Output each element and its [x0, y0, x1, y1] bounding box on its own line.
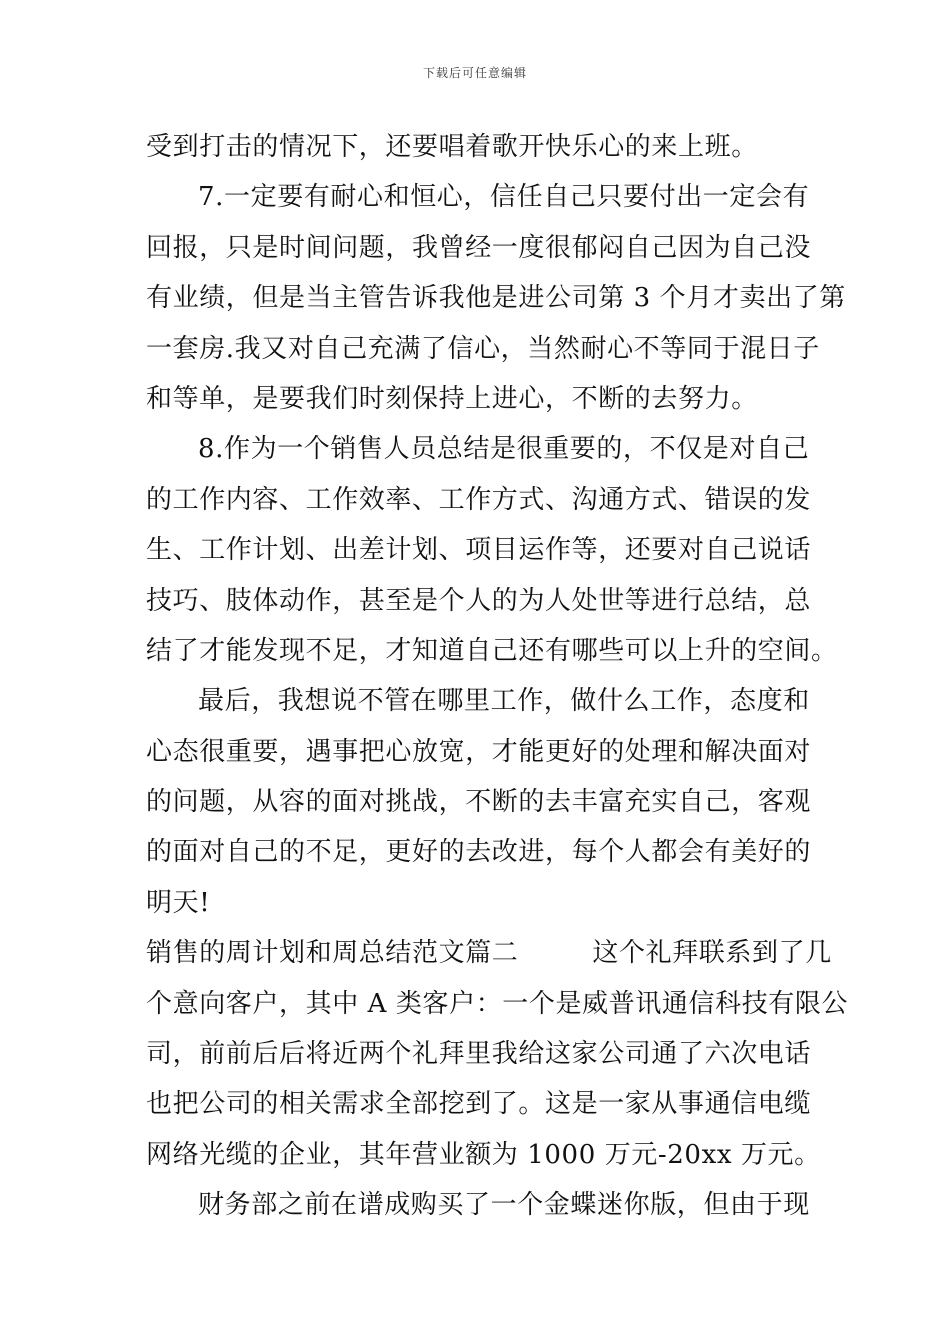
text-line: 心态很重要，遇事把心放宽，才能更好的处理和解决面对	[146, 736, 812, 767]
text-line: 和等单，是要我们时刻保持上进心，不断的去努力。	[146, 383, 758, 414]
text-line: 8.作为一个销售人员总结是很重要的，不仅是对自己	[198, 434, 810, 465]
text-line: 技巧、肢体动作，甚至是个人的为人处世等进行总结，总	[146, 585, 812, 616]
text-line: 生、工作计划、出差计划、项目运作等，还要对自己说话	[146, 535, 812, 566]
section-title: 销售的周计划和周总结范文篇二	[146, 938, 519, 969]
text-line: 受到打击的情况下，还要唱着歌开快乐心的来上班。	[146, 132, 758, 162]
document-body	[146, 122, 849, 1231]
text-line: 司，前前后后将近两个礼拜里我给这家公司通了六次电话	[146, 1039, 812, 1070]
text-line: 有业绩，但是当主管告诉我他是进公司第 3 个月才卖出了第	[146, 283, 846, 314]
text-line: 的问题，从容的面对挑战，不断的去丰富充实自己，客观	[146, 787, 812, 818]
page-header: 下载后可任意编辑	[422, 66, 527, 80]
text-line: 财务部之前在谱成购买了一个金蝶迷你版，但由于现	[198, 1190, 810, 1221]
text-line: 一套房.我又对自己充满了信心，当然耐心不等同于混日子	[146, 333, 820, 364]
section-line	[146, 928, 832, 978]
text-line: 这个礼拜联系到了几	[592, 938, 832, 969]
text-line: 的面对自己的不足，更好的去改进，每个人都会有美好的	[146, 837, 812, 868]
text-line: 7.一定要有耐心和恒心，信任自己只要付出一定会有	[198, 182, 810, 213]
text-line: 结了才能发现不足，才知道自己还有哪些可以上升的空间。	[146, 635, 838, 666]
text-line: 最后，我想说不管在哪里工作，做什么工作，态度和	[198, 686, 810, 717]
text-line: 回报，只是时间问题，我曾经一度很郁闷自己因为自己没	[146, 232, 812, 263]
text-line: 的工作内容、工作效率、工作方式、沟通方式、错误的发	[146, 484, 812, 515]
text-line: 明天!	[146, 887, 211, 918]
text-line: 也把公司的相关需求全部挖到了。这是一家从事通信电缆	[146, 1089, 812, 1120]
text-line: 网络光缆的企业，其年营业额为 1000 万元-20xx 万元。	[146, 1139, 821, 1170]
text-line: 个意向客户，其中 A 类客户：一个是威普讯通信科技有限公	[146, 988, 849, 1019]
